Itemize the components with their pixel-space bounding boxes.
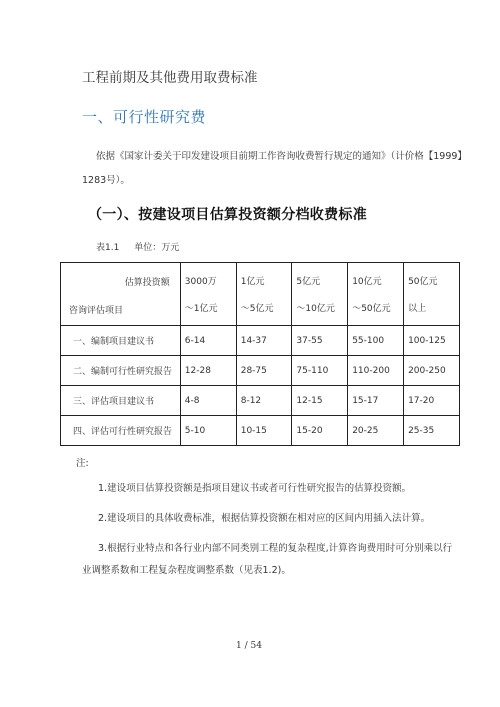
table-row [61, 326, 460, 356]
intro-paragraph-line2: 1283号）。 [82, 175, 130, 186]
notes-heading: 注: [76, 458, 89, 469]
column-header [404, 263, 460, 326]
column-header-top: 10亿元 [352, 277, 382, 287]
note-item: 2.建设项目的具体收费标准，根据估算投资额在相对应的区间内用插入法计算。 [98, 513, 431, 524]
column-header-top: 5亿元 [296, 277, 321, 287]
table-cell: 10-15 [236, 416, 292, 446]
page-number: 1 / 54 [236, 641, 262, 651]
table-number: 表1.1 [96, 243, 120, 253]
fee-table [60, 262, 460, 446]
table-cell: 25-35 [404, 416, 460, 446]
table-cell: 37-55 [292, 326, 348, 356]
table-cell: 6-14 [180, 326, 236, 356]
table-cell: 15-17 [348, 386, 404, 416]
column-header [292, 263, 348, 326]
corner-header-top: 估算投资额 [124, 278, 170, 288]
table-header-row [61, 263, 460, 326]
table-unit: 单位：万元 [134, 243, 180, 253]
table-row [61, 386, 460, 416]
table-cell: 28-75 [236, 356, 292, 386]
table-cell: 8-12 [236, 386, 292, 416]
table-cell: 17-20 [404, 386, 460, 416]
column-header [180, 263, 236, 326]
column-header-bottom: 以上 [408, 304, 427, 314]
table-corner-cell [61, 263, 181, 326]
column-header-bottom: ～50亿元 [352, 304, 391, 314]
table-cell: 14-37 [236, 326, 292, 356]
table-row [61, 416, 460, 446]
row-label: 四、评估可行性研究报告 [61, 416, 181, 446]
column-header-bottom: ～10亿元 [296, 304, 335, 314]
row-label: 一、编制项目建议书 [61, 326, 181, 356]
column-header [348, 263, 404, 326]
column-header-top: 50亿元 [408, 277, 438, 287]
table-caption [96, 240, 179, 253]
table-cell: 15-20 [292, 416, 348, 446]
note-item: 1.建设项目估算投资额是指项目建议书或者可行性研究报告的估算投资额。 [98, 483, 412, 494]
table-cell: 110-200 [348, 356, 404, 386]
table-cell: 100-125 [404, 326, 460, 356]
table-cell: 12-15 [292, 386, 348, 416]
table-cell: 20-25 [348, 416, 404, 446]
column-header-bottom: ～1亿元 [184, 304, 218, 314]
table-row [61, 356, 460, 386]
column-header-bottom: ～5亿元 [240, 304, 274, 314]
table-cell: 4-8 [180, 386, 236, 416]
note-item: 3.根据行业特点和各行业内部不同类别工程的复杂程度,计算咨询费用时可分别乘以行 [98, 543, 453, 554]
table-cell: 5-10 [180, 416, 236, 446]
table-cell: 12-28 [180, 356, 236, 386]
subsection-heading: （一）、按建设项目估算投资额分档收费标准 [88, 207, 367, 223]
column-header [236, 263, 292, 326]
corner-header-bottom: 咨询评估项目 [69, 306, 124, 316]
note-item-continuation: 业调整系数和工程复杂程度调整系数（见表1.2)。 [82, 565, 291, 576]
row-label: 二、编制可行性研究报告 [61, 356, 181, 386]
column-header-top: 1亿元 [240, 277, 265, 287]
intro-paragraph-line1: 依据《国家计委关于印发建设项目前期工作咨询收费暂行规定的通知》（计价格【1999】 [96, 151, 467, 162]
table-cell: 200-250 [404, 356, 460, 386]
section-heading: 一、可行性研究费 [82, 108, 207, 126]
table-cell: 55-100 [348, 326, 404, 356]
table-cell: 75-110 [292, 356, 348, 386]
row-label: 三、评估项目建议书 [61, 386, 181, 416]
column-header-top: 3000万 [184, 277, 217, 287]
document-title: 工程前期及其他费用取费标准 [82, 70, 258, 86]
